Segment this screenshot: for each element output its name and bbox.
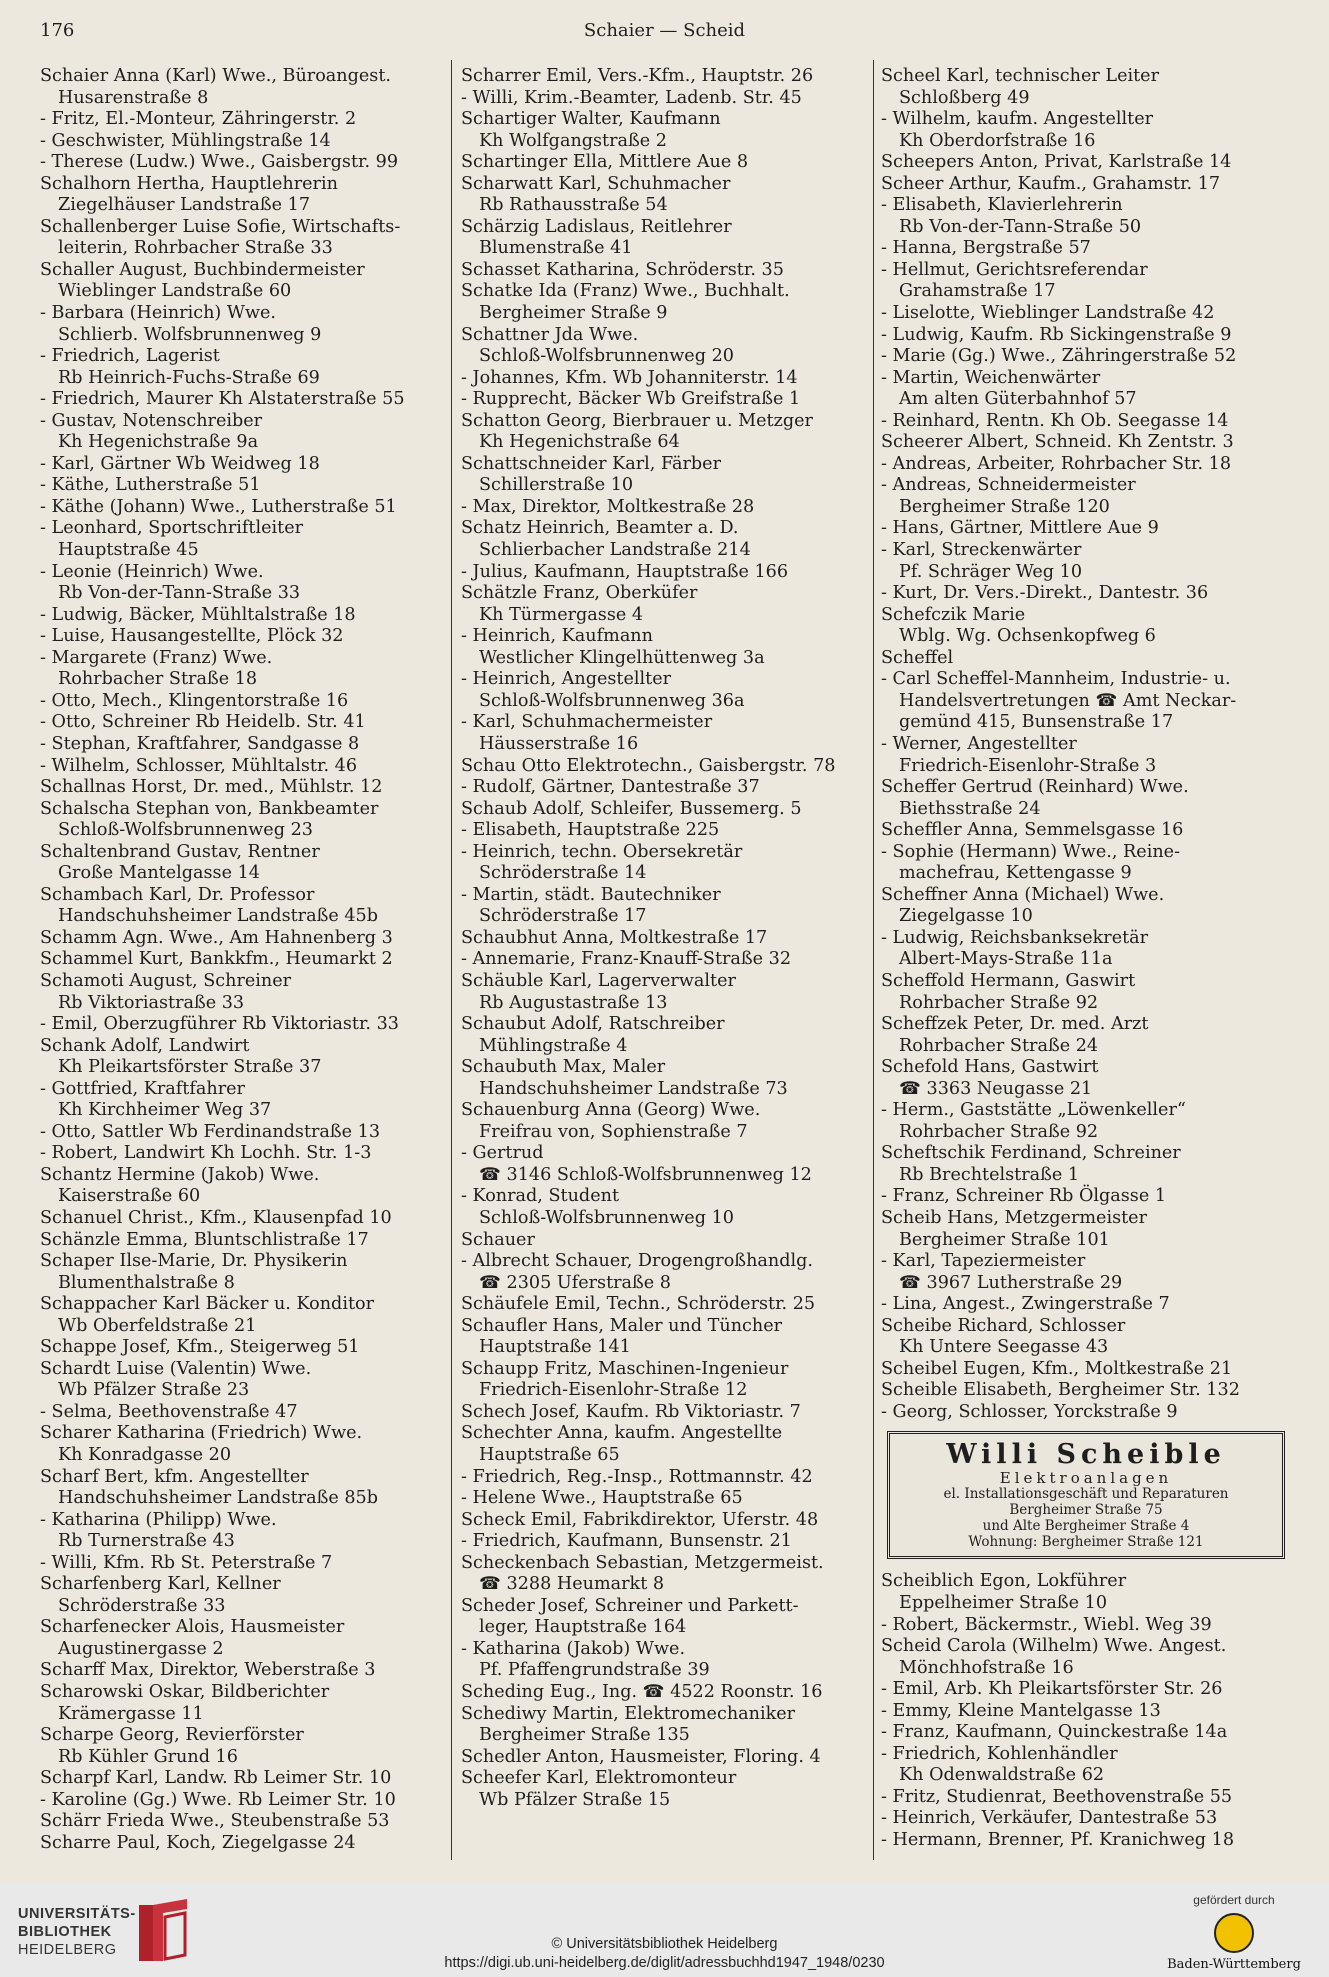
directory-entry-line: Westlicher Klingelhüttenweg 3a (479, 647, 765, 668)
directory-entry-line: - Sophie (Hermann) Wwe., Reine- (881, 841, 1181, 862)
directory-entry-line: Schammel Kurt, Bankkfm., Heumarkt 2 (40, 949, 393, 970)
directory-entry-line: - Martin, städt. Bautechniker (461, 884, 721, 905)
column-3 (881, 66, 1289, 1852)
directory-entry-line: Rohrbacher Straße 24 (899, 1035, 1099, 1056)
directory-entry-line: Scheckenbach Sebastian, Metzgermeist. (461, 1552, 824, 1573)
directory-entry-line: Scheepers Anton, Privat, Karlstraße 14 (881, 152, 1232, 173)
directory-entry-line: - Luise, Hausangestellte, Plöck 32 (40, 626, 344, 647)
directory-entry-line: - Helene Wwe., Hauptstraße 65 (461, 1488, 743, 1509)
directory-entry-line: Scheffler Anna, Semmelsgasse 16 (881, 820, 1184, 841)
directory-entry-line: Schardt Luise (Valentin) Wwe. (40, 1358, 312, 1379)
directory-entry-line: Schauer (461, 1229, 535, 1250)
directory-entry-line: - Therese (Ludw.) Wwe., Gaisbergstr. 99 (40, 152, 399, 173)
directory-entry-line: Scharwatt Karl, Schuhmacher (461, 173, 731, 194)
directory-entry-line: Schartinger Ella, Mittlere Aue 8 (461, 152, 749, 173)
directory-entry-line: Schloß-Wolfsbrunnenweg 23 (58, 820, 313, 841)
directory-entry-line: Pf. Pfaffengrundstraße 39 (479, 1660, 710, 1681)
directory-entry-line: Rb Kühler Grund 16 (58, 1746, 238, 1767)
directory-entry-line: Schatke Ida (Franz) Wwe., Buchhalt. (461, 281, 790, 302)
directory-entry-line: Scheiblich Egon, Lokführer (881, 1571, 1127, 1592)
directory-entry-line: Schaupp Fritz, Maschinen-Ingenieur (461, 1358, 789, 1379)
directory-entry-line: Friedrich-Eisenlohr-Straße 3 (899, 755, 1157, 776)
directory-entry-line: Biethsstraße 24 (899, 798, 1041, 819)
directory-entry-line: - Annemarie, Franz-Knauff-Straße 32 (461, 949, 792, 970)
directory-entry-line: Schanuel Christ., Kfm., Klausenpfad 10 (40, 1207, 392, 1228)
directory-entry-line: Schappacher Karl Bäcker u. Konditor (40, 1294, 375, 1315)
directory-entry-line: Rohrbacher Straße 92 (899, 992, 1099, 1013)
directory-entry-line: Scharpf Karl, Landw. Rb Leimer Str. 10 (40, 1768, 392, 1789)
directory-entry-line: - Fritz, Studienrat, Beethovenstraße 55 (881, 1786, 1233, 1807)
library-name-line: HEIDELBERG (18, 1942, 117, 1958)
directory-entry-line: - Wilhelm, Schlosser, Mühltalstr. 46 (40, 755, 358, 776)
page-number: 176 (40, 20, 75, 41)
library-name-line: UNIVERSITÄTS- (18, 1906, 136, 1922)
directory-entry-line: - Selma, Beethovenstraße 47 (40, 1401, 298, 1422)
directory-entry-line: - Hermann, Brenner, Pf. Kranichweg 18 (881, 1830, 1235, 1851)
directory-entry-line: Scheck Emil, Fabrikdirektor, Uferstr. 48 (461, 1509, 819, 1530)
directory-entry-line: Schallnas Horst, Dr. med., Mühlstr. 12 (40, 777, 383, 798)
directory-entry-line: Schasset Katharina, Schröderstr. 35 (461, 259, 784, 280)
directory-entry-line: - Andreas, Schneidermeister (881, 475, 1136, 496)
directory-entry-line: Rb Rathausstraße 54 (479, 195, 668, 216)
directory-entry-line: Schantz Hermine (Jakob) Wwe. (40, 1164, 320, 1185)
directory-entry-line: - Gustav, Notenschreiber (40, 410, 263, 431)
footer (0, 1883, 1329, 1977)
directory-entry-line: Schauenburg Anna (Georg) Wwe. (461, 1100, 761, 1121)
directory-entry-line: Kh Türmergasse 4 (479, 604, 644, 625)
directory-entry-line: Wb Oberfeldstraße 21 (58, 1315, 257, 1336)
directory-entry-line: - Robert, Landwirt Kh Lochh. Str. 1-3 (40, 1143, 372, 1164)
directory-entry-line: - Friedrich, Kaufmann, Bunsenstr. 21 (461, 1531, 792, 1552)
directory-entry-line: Scheder Josef, Schreiner und Parkett- (461, 1595, 799, 1616)
directory-entry-line: Freifrau von, Sophienstraße 7 (479, 1121, 748, 1142)
directory-entry-line: Schänzle Emma, Bluntschlistraße 17 (40, 1229, 369, 1250)
directory-entry-line: Schallenberger Luise Sofie, Wirtschafts- (40, 216, 401, 237)
directory-entry-line: Scheffer Gertrud (Reinhard) Wwe. (881, 777, 1189, 798)
directory-entry-line: Scharre Paul, Koch, Ziegelgasse 24 (40, 1832, 356, 1853)
directory-entry-line: Kh Konradgasse 20 (58, 1445, 232, 1465)
directory-entry-line: Bergheimer Straße 101 (899, 1229, 1110, 1250)
directory-entry-line: - Gertrud (461, 1143, 544, 1164)
directory-entry-line: - Leonie (Heinrich) Wwe. (40, 561, 264, 582)
directory-entry-line: - Otto, Mech., Klingentorstraße 16 (40, 690, 349, 711)
directory-entry-line: - Albrecht Schauer, Drogengroßhandlg. (461, 1251, 813, 1272)
directory-entry-line: Kh Kirchheimer Weg 37 (58, 1100, 272, 1121)
directory-entry-line: - Emmy, Kleine Mantelgasse 13 (881, 1700, 1161, 1721)
directory-entry-line: Wblg. Wg. Ochsenkopfweg 6 (899, 626, 1156, 647)
directory-entry-line: Schappe Josef, Kfm., Steigerweg 51 (40, 1337, 360, 1358)
directory-entry-line: Schätzle Franz, Oberküfer (461, 583, 698, 604)
directory-entry-line: - Stephan, Kraftfahrer, Sandgasse 8 (40, 733, 360, 754)
directory-entry-line: Schattschneider Karl, Färber (461, 453, 721, 474)
directory-entry-line: Schärr Frieda Wwe., Steubenstraße 53 (40, 1811, 390, 1832)
directory-entry-line: Schröderstraße 14 (479, 863, 647, 884)
directory-entry-line: - Friedrich, Kohlenhändler (881, 1743, 1118, 1764)
ad-line-1: el. Installationsgeschäft und Reparaturen (943, 1486, 1229, 1503)
directory-entry-line: - Friedrich, Maurer Kh Alstaterstraße 55 (40, 389, 405, 410)
directory-entry-line: Schank Adolf, Landwirt (40, 1035, 250, 1056)
library-name-line: BIBLIOTHEK (18, 1924, 112, 1940)
directory-entry-line: Schäufele Emil, Techn., Schröderstr. 25 (461, 1294, 816, 1315)
directory-entry-line: - Ludwig, Kaufm. Rb Sickingenstraße 9 (881, 324, 1232, 345)
directory-entry-line: Ziegelgasse 10 (899, 906, 1033, 927)
directory-entry-line: Schedler Anton, Hausmeister, Floring. 4 (461, 1746, 821, 1767)
directory-entry-line: Scharf Bert, kfm. Angestellter (40, 1466, 309, 1487)
directory-entry-line: - Carl Scheffel-Mannheim, Industrie- u. (881, 669, 1231, 690)
directory-entry-line: - Karl, Gärtner Wb Weidweg 18 (40, 453, 320, 474)
directory-entry-line: - Heinrich, techn. Obersekretär (461, 841, 743, 862)
directory-entry-line: Scheefer Karl, Elektromonteur (461, 1768, 737, 1789)
directory-entry-line: Große Mantelgasse 14 (58, 863, 260, 884)
directory-entry-line: Scheid Carola (Wilhelm) Wwe. Angest. (881, 1636, 1227, 1657)
directory-entry-line: Albert-Mays-Straße 11a (899, 949, 1113, 970)
directory-entry-line: - Martin, Weichenwärter (881, 367, 1101, 388)
directory-entry-line: Scharer Katharina (Friedrich) Wwe. (40, 1423, 363, 1444)
directory-entry-line: Schaller August, Buchbindermeister (40, 259, 365, 280)
directory-entry-line: Handschuhsheimer Landstraße 85b (58, 1488, 378, 1509)
directory-entry-line: Scheibe Richard, Schlosser (881, 1315, 1126, 1336)
directory-entry-line: - Werner, Angestellter (881, 733, 1077, 754)
directory-entry-line: - Marie (Gg.) Wwe., Zähringerstraße 52 (881, 346, 1237, 367)
directory-entry-line: Kh Pleikartsförster Straße 37 (58, 1057, 322, 1078)
ad-line-3: und Alte Bergheimer Straße 4 (982, 1518, 1190, 1535)
directory-entry-line: - Barbara (Heinrich) Wwe. (40, 303, 277, 324)
directory-entry-line: Handschuhsheimer Landstraße 45b (58, 906, 378, 927)
column-1 (40, 66, 440, 1854)
directory-entry-line: Rb Turnerstraße 43 (58, 1531, 235, 1552)
directory-entry-line: - Kurt, Dr. Vers.-Direkt., Dantestr. 36 (881, 583, 1209, 604)
directory-entry-line: Schaltenbrand Gustav, Rentner (40, 841, 320, 862)
directory-entry-line: Rb Viktoriastraße 33 (58, 992, 245, 1013)
source-url-link[interactable]: https://digi.ub.uni-heidelberg.de/diglit/adressbuchhd1947_1948/0230 (444, 1955, 885, 1971)
directory-entry-line: - Herm., Gaststätte „Löwenkeller“ (881, 1100, 1186, 1121)
directory-entry-line: Augustinergasse 2 (58, 1638, 224, 1659)
directory-entry-line: Schatton Georg, Bierbrauer u. Metzger (461, 410, 813, 431)
directory-entry-line: - Otto, Schreiner Rb Heidelb. Str. 41 (40, 712, 366, 733)
directory-entry-line: Wb Pfälzer Straße 23 (58, 1380, 250, 1401)
directory-entry-line: - Otto, Sattler Wb Ferdinandstraße 13 (40, 1121, 381, 1142)
directory-entry-line: - Karoline (Gg.) Wwe. Rb Leimer Str. 10 (40, 1789, 396, 1810)
column-divider-2 (873, 60, 874, 1860)
directory-entry-line: Scheffold Hermann, Gaswirt (881, 970, 1136, 991)
directory-entry-line: Kh Wolfgangstraße 2 (479, 130, 667, 151)
directory-entry-line: Scheible Elisabeth, Bergheimer Str. 132 (881, 1380, 1240, 1401)
directory-entry-line: Kaiserstraße 60 (58, 1186, 201, 1207)
directory-entry-line: - Käthe, Lutherstraße 51 (40, 475, 261, 496)
directory-entry-line: - Lina, Angest., Zwingerstraße 7 (881, 1294, 1170, 1315)
column-3-entries-bottom (881, 1571, 1289, 1851)
directory-entry-line: - Friedrich, Reg.-Insp., Rottmannstr. 42 (461, 1466, 813, 1487)
directory-entry-line: - Gottfried, Kraftfahrer (40, 1078, 245, 1099)
page-title: Schaier — Scheid (583, 20, 746, 41)
directory-entry-line: Am alten Güterbahnhof 57 (899, 389, 1137, 410)
directory-entry-line: - Reinhard, Rentn. Kh Ob. Seegasse 14 (881, 410, 1229, 431)
directory-entry-line: - Hanna, Bergstraße 57 (881, 238, 1091, 259)
directory-entry-line: Schau Otto Elektrotechn., Gaisbergstr. 78 (461, 755, 836, 776)
directory-entry-line: Rb Augustastraße 13 (479, 992, 668, 1013)
directory-entry-line: Schaufler Hans, Maler und Tüncher (461, 1315, 783, 1336)
directory-entry-line: Schäuble Karl, Lagerverwalter (461, 970, 736, 991)
directory-entry-line: Schröderstraße 33 (58, 1595, 226, 1616)
directory-entry-line: Pf. Schräger Weg 10 (899, 561, 1083, 582)
directory-entry-line: - Elisabeth, Hauptstraße 225 (461, 820, 720, 841)
directory-entry-line: Schamm Agn. Wwe., Am Hahnenberg 3 (40, 927, 393, 948)
directory-entry-line: Rohrbacher Straße 92 (899, 1121, 1099, 1142)
directory-entry-line: Schatz Heinrich, Beamter a. D. (461, 518, 739, 539)
directory-entry-line: - Heinrich, Kaufmann (461, 626, 653, 647)
directory-entry-line: - Rupprecht, Bäcker Wb Greifstraße 1 (461, 389, 801, 410)
directory-entry-line: Schloßberg 49 (899, 87, 1030, 108)
directory-entry-line: Schechter Anna, kaufm. Angestellte (461, 1423, 783, 1444)
directory-entry-line: Hauptstraße 65 (479, 1445, 620, 1465)
directory-entry-line: Kh Hegenichstraße 9a (58, 432, 259, 453)
directory-entry-line: Mönchhofstraße 16 (899, 1657, 1074, 1678)
directory-entry-line: - Franz, Schreiner Rb Ölgasse 1 (881, 1186, 1167, 1207)
directory-entry-line: - Emil, Oberzugführer Rb Viktoriastr. 33 (40, 1014, 399, 1035)
directory-entry-line: Hauptstraße 141 (479, 1337, 631, 1358)
directory-entry-line: Schaubhut Anna, Moltkestraße 17 (461, 927, 768, 948)
directory-entry-line: Schlierb. Wolfsbrunnenweg 9 (58, 324, 322, 345)
directory-entry-line: Scharff Max, Direktor, Weberstraße 3 (40, 1660, 376, 1681)
ad-subtitle: Elektroanlagen (999, 1469, 1173, 1488)
directory-entry-line: Kh Untere Seegasse 43 (899, 1337, 1109, 1358)
directory-entry-line: Handschuhsheimer Landstraße 73 (479, 1078, 788, 1099)
directory-entry-line: Schech Josef, Kaufm. Rb Viktoriastr. 7 (461, 1401, 801, 1422)
directory-entry-line: Scharrer Emil, Vers.-Kfm., Hauptstr. 26 (461, 66, 814, 86)
advertisement-box (887, 1431, 1285, 1559)
directory-entry-line: - Georg, Schlosser, Yorckstraße 9 (881, 1401, 1178, 1422)
directory-entry-line: Schaubut Adolf, Ratschreiber (461, 1014, 725, 1035)
directory-entry-line: Schefczik Marie (881, 604, 1026, 625)
directory-entry-line: Scheibel Eugen, Kfm., Moltkestraße 21 (881, 1358, 1233, 1379)
directory-entry-line: Scheel Karl, technischer Leiter (881, 66, 1160, 86)
directory-entry-line: Eppelheimer Straße 10 (899, 1593, 1108, 1613)
directory-entry-line: Schärzig Ladislaus, Reitlehrer (461, 216, 732, 237)
directory-entry-line: - Leonhard, Sportschriftleiter (40, 518, 304, 539)
directory-entry-line: Hauptstraße 45 (58, 540, 199, 561)
directory-entry-line: ☎ 3146 Schloß-Wolfsbrunnenweg 12 (479, 1164, 812, 1185)
directory-entry-line: Scharowski Oskar, Bildberichter (40, 1682, 330, 1703)
directory-entry-line: Schalhorn Hertha, Hauptlehrerin (40, 173, 338, 194)
directory-entry-line: Ziegelhäuser Landstraße 17 (58, 195, 311, 216)
directory-entry-line: Rohrbacher Straße 18 (58, 669, 258, 690)
directory-entry-line: Schattner Jda Wwe. (461, 324, 639, 345)
directory-entry-line: Kh Hegenichstraße 64 (479, 432, 680, 453)
ad-line-2: Bergheimer Straße 75 (1009, 1502, 1163, 1519)
funded-by-label: gefördert durch (1193, 1893, 1275, 1907)
directory-entry-line: Scharpe Georg, Revierförster (40, 1725, 304, 1746)
directory-entry-line: - Katharina (Jakob) Wwe. (461, 1638, 686, 1659)
directory-entry-line: gemünd 415, Bunsenstraße 17 (899, 712, 1174, 733)
directory-entry-line: Schaubuth Max, Maler (461, 1057, 666, 1078)
ad-company-name: Willi Scheible (946, 1439, 1226, 1471)
directory-entry-line: Bergheimer Straße 9 (479, 303, 668, 324)
copyright-text: © Universitätsbibliothek Heidelberg (551, 1936, 778, 1952)
directory-entry-line: Schefold Hans, Gastwirt (881, 1057, 1099, 1078)
directory-entry-line: - Liselotte, Wieblinger Landstraße 42 (881, 303, 1215, 324)
directory-entry-line: - Karl, Streckenwärter (881, 540, 1082, 561)
directory-entry-line: Krämergasse 11 (58, 1703, 204, 1724)
directory-entry-line: - Hellmut, Gerichtsreferendar (881, 259, 1148, 280)
directory-entry-line: - Ludwig, Reichsbanksekretär (881, 927, 1149, 948)
directory-entry-line: Mühlingstraße 4 (479, 1035, 628, 1056)
directory-entry-line: Schaper Ilse-Marie, Dr. Physikerin (40, 1251, 348, 1272)
directory-entry-line: - Julius, Kaufmann, Hauptstraße 166 (461, 561, 789, 582)
directory-entry-line: Scheding Eug., Ing. ☎ 4522 Roonstr. 16 (461, 1682, 823, 1703)
directory-entry-line: Kh Oberdorfstraße 16 (899, 130, 1096, 151)
coat-of-arms-icon (1214, 1913, 1254, 1953)
directory-entry-line: Rb Heinrich-Fuchs-Straße 69 (58, 367, 320, 388)
directory-entry-line: - Rudolf, Gärtner, Dantestraße 37 (461, 777, 760, 798)
directory-entry-line: leger, Hauptstraße 164 (479, 1617, 687, 1638)
directory-entry-line: Schaier Anna (Karl) Wwe., Büroangest. (40, 66, 391, 86)
directory-entry-line: Schambach Karl, Dr. Professor (40, 884, 315, 905)
directory-entry-line: Schloß-Wolfsbrunnenweg 36a (479, 690, 745, 711)
directory-entry-line: - Heinrich, Angestellter (461, 669, 672, 690)
directory-entry-line: - Margarete (Franz) Wwe. (40, 647, 273, 668)
directory-entry-line: Husarenstraße 8 (58, 87, 209, 108)
directory-entry-line: Grahamstraße 17 (899, 281, 1056, 302)
directory-entry-line: Blumenstraße 41 (479, 238, 633, 259)
directory-entry-line: Scheib Hans, Metzgermeister (881, 1207, 1148, 1228)
directory-entry-line: - Karl, Tapeziermeister (881, 1251, 1086, 1272)
directory-entry-line: Blumenthalstraße 8 (58, 1272, 235, 1293)
directory-entry-line: Scheerer Albert, Schneid. Kh Zentstr. 3 (881, 432, 1234, 453)
directory-entry-line: Kh Odenwaldstraße 62 (899, 1765, 1105, 1786)
directory-entry-line: Schaub Adolf, Schleifer, Bussemerg. 5 (461, 798, 802, 819)
directory-entry-line: Rb Brechtelstraße 1 (899, 1164, 1080, 1185)
directory-entry-line: - Wilhelm, kaufm. Angestellter (881, 109, 1154, 130)
directory-entry-line: Schalscha Stephan von, Bankbeamter (40, 798, 379, 819)
directory-entry-line: Scheffel (881, 647, 954, 668)
directory-entry-line: ☎ 3363 Neugasse 21 (899, 1078, 1093, 1099)
directory-entry-line: Wieblinger Landstraße 60 (58, 281, 292, 302)
directory-entry-line: Scheffner Anna (Michael) Wwe. (881, 884, 1165, 905)
directory-entry-line: - Heinrich, Verkäufer, Dantestraße 53 (881, 1808, 1218, 1829)
directory-entry-line: - Fritz, El.-Monteur, Zähringerstr. 2 (40, 109, 357, 130)
page-header (40, 20, 1289, 46)
directory-entry-line: - Emil, Arb. Kh Pleikartsförster Str. 26 (881, 1679, 1223, 1700)
directory-entry-line: Wb Pfälzer Straße 15 (479, 1789, 671, 1810)
directory-entry-line: - Max, Direktor, Moltkestraße 28 (461, 496, 755, 517)
directory-entry-line: machefrau, Kettengasse 9 (899, 863, 1132, 884)
directory-entry-line: Scharfenberg Karl, Kellner (40, 1574, 281, 1595)
directory-entry-line: Schediwy Martin, Elektromechaniker (461, 1703, 796, 1724)
directory-entry-line: Bergheimer Straße 120 (899, 496, 1110, 517)
directory-entry-line: Schlierbacher Landstraße 214 (479, 540, 751, 561)
column-3-entries-top (881, 66, 1289, 1423)
directory-entry-line: - Willi, Kfm. Rb St. Peterstraße 7 (40, 1552, 333, 1573)
directory-entry-line: Schartiger Walter, Kaufmann (461, 109, 721, 130)
directory-entry-line: Schamoti August, Schreiner (40, 970, 292, 991)
directory-entry-line: ☎ 3288 Heumarkt 8 (479, 1574, 665, 1595)
directory-entry-line: - Geschwister, Mühlingstraße 14 (40, 130, 331, 151)
directory-entry-line: Schloß-Wolfsbrunnenweg 10 (479, 1207, 734, 1228)
directory-entry-line: - Johannes, Kfm. Wb Johanniterstr. 14 (461, 367, 798, 388)
directory-entry-line: ☎ 2305 Uferstraße 8 (479, 1272, 671, 1293)
directory-entry-line: Schillerstraße 10 (479, 475, 634, 496)
directory-entry-line: leiterin, Rohrbacher Straße 33 (58, 238, 333, 259)
directory-entry-line: - Franz, Kaufmann, Quinckestraße 14a (881, 1722, 1228, 1743)
directory-entry-line: - Ludwig, Bäcker, Mühltalstraße 18 (40, 604, 356, 625)
directory-entry-line: Schloß-Wolfsbrunnenweg 20 (479, 346, 734, 367)
directory-entry-line: Schröderstraße 17 (479, 906, 647, 927)
directory-entry-line: Handelsvertretungen ☎ Amt Neckar- (899, 690, 1237, 711)
directory-entry-line: Rb Von-der-Tann-Straße 50 (899, 216, 1142, 237)
directory-entry-line: Friedrich-Eisenlohr-Straße 12 (479, 1380, 748, 1401)
directory-entry-line: Rb Von-der-Tann-Straße 33 (58, 583, 301, 604)
directory-entry-line: - Hans, Gärtner, Mittlere Aue 9 (881, 518, 1159, 539)
directory-entry-line: - Käthe (Johann) Wwe., Lutherstraße 51 (40, 496, 397, 517)
directory-entry-line: Scheer Arthur, Kaufm., Grahamstr. 17 (881, 173, 1221, 194)
state-name: Baden-Württemberg (1167, 1957, 1301, 1972)
directory-entry-line: Scheftschik Ferdinand, Schreiner (881, 1143, 1181, 1164)
directory-entry-line: Bergheimer Straße 135 (479, 1725, 690, 1746)
funding-notice (1164, 1893, 1304, 1972)
directory-entry-line: - Friedrich, Lagerist (40, 346, 220, 367)
directory-entry-line: - Andreas, Arbeiter, Rohrbacher Str. 18 (881, 453, 1232, 474)
column-divider-1 (451, 60, 452, 1860)
directory-entry-line: - Katharina (Philipp) Wwe. (40, 1509, 277, 1530)
directory-entry-line: Häusserstraße 16 (479, 733, 639, 754)
directory-entry-line: Scharfenecker Alois, Hausmeister (40, 1617, 345, 1638)
directory-entry-line: - Robert, Bäckermstr., Wiebl. Weg 39 (881, 1614, 1212, 1635)
directory-entry-line: ☎ 3967 Lutherstraße 29 (899, 1272, 1123, 1293)
directory-entry-line: - Karl, Schuhmachermeister (461, 712, 713, 733)
ad-line-4: Wohnung: Bergheimer Straße 121 (968, 1534, 1204, 1551)
directory-entry-line: - Konrad, Student (461, 1186, 620, 1207)
directory-entry-line: - Elisabeth, Klavierlehrerin (881, 195, 1123, 216)
directory-entry-line: - Willi, Krim.-Beamter, Ladenb. Str. 45 (461, 87, 802, 108)
column-2 (461, 66, 869, 1811)
directory-entry-line: Scheffzek Peter, Dr. med. Arzt (881, 1014, 1149, 1035)
